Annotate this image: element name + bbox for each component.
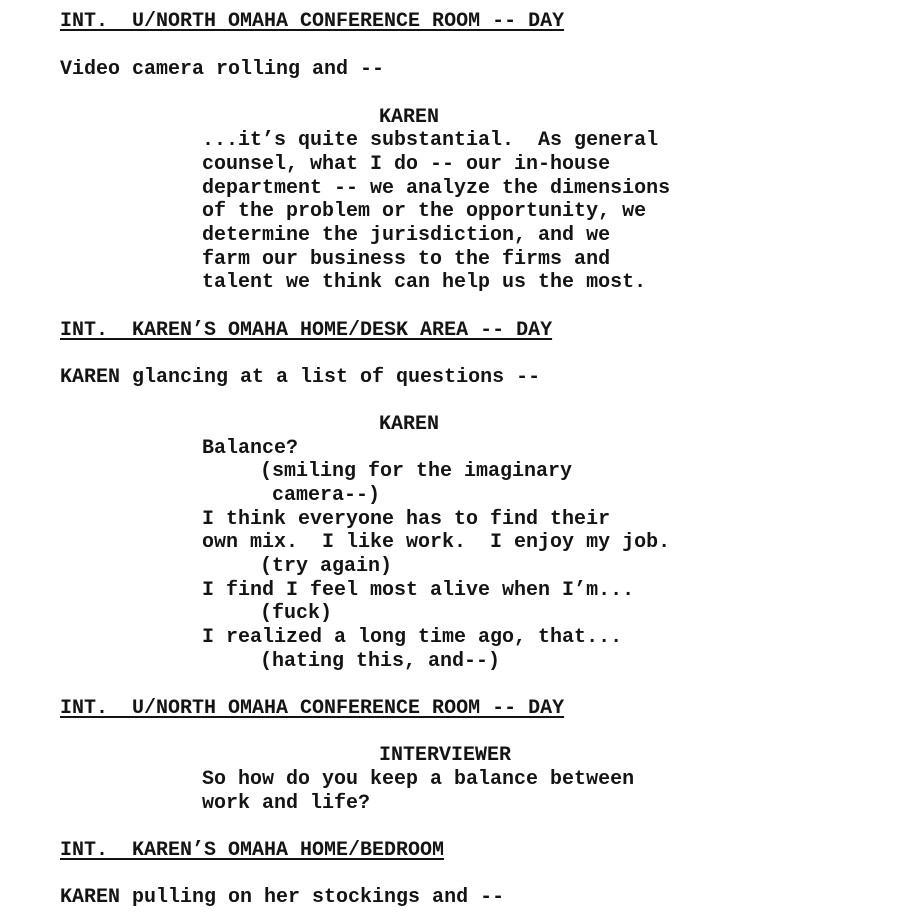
dialogue-line: I find I feel most alive when I’m... (202, 579, 635, 602)
parenthetical: (fuck) (260, 602, 333, 625)
scene-heading: INT. U/NORTH OMAHA CONFERENCE ROOM -- DAY (60, 697, 565, 720)
scene-heading: INT. KAREN’S OMAHA HOME/BEDROOM (60, 839, 445, 862)
parenthetical: (try again) (260, 555, 393, 578)
dialogue-line: own mix. I like work. I enjoy my job. (202, 531, 671, 554)
action-line: KAREN glancing at a list of questions -- (60, 366, 541, 389)
dialogue-line: So how do you keep a balance between (202, 768, 635, 791)
action-line: Video camera rolling and -- (60, 58, 385, 81)
dialogue-line: Balance? (202, 437, 299, 460)
dialogue-line: counsel, what I do -- our in-house (202, 153, 611, 176)
scene-heading: INT. KAREN’S OMAHA HOME/DESK AREA -- DAY (60, 319, 553, 342)
action-line: KAREN pulling on her stockings and -- (60, 886, 505, 909)
parenthetical: (hating this, and--) (260, 650, 501, 673)
character-name: KAREN (379, 413, 440, 436)
dialogue-line: department -- we analyze the dimensions (202, 177, 671, 200)
dialogue-line: I think everyone has to find their (202, 508, 611, 531)
dialogue-line: ...it’s quite substantial. As general (202, 129, 659, 152)
dialogue-line: farm our business to the firms and (202, 248, 611, 271)
character-name: INTERVIEWER (379, 744, 512, 767)
dialogue-line: of the problem or the opportunity, we (202, 200, 647, 223)
dialogue-line: determine the jurisdiction, and we (202, 224, 611, 247)
parenthetical: (smiling for the imaginary (260, 460, 573, 483)
character-name: KAREN (379, 106, 440, 129)
dialogue-line: I realized a long time ago, that... (202, 626, 623, 649)
parenthetical: camera--) (272, 484, 381, 507)
dialogue-line: talent we think can help us the most. (202, 271, 647, 294)
dialogue-line: work and life? (202, 792, 371, 815)
scene-heading: INT. U/NORTH OMAHA CONFERENCE ROOM -- DAY (60, 10, 565, 33)
